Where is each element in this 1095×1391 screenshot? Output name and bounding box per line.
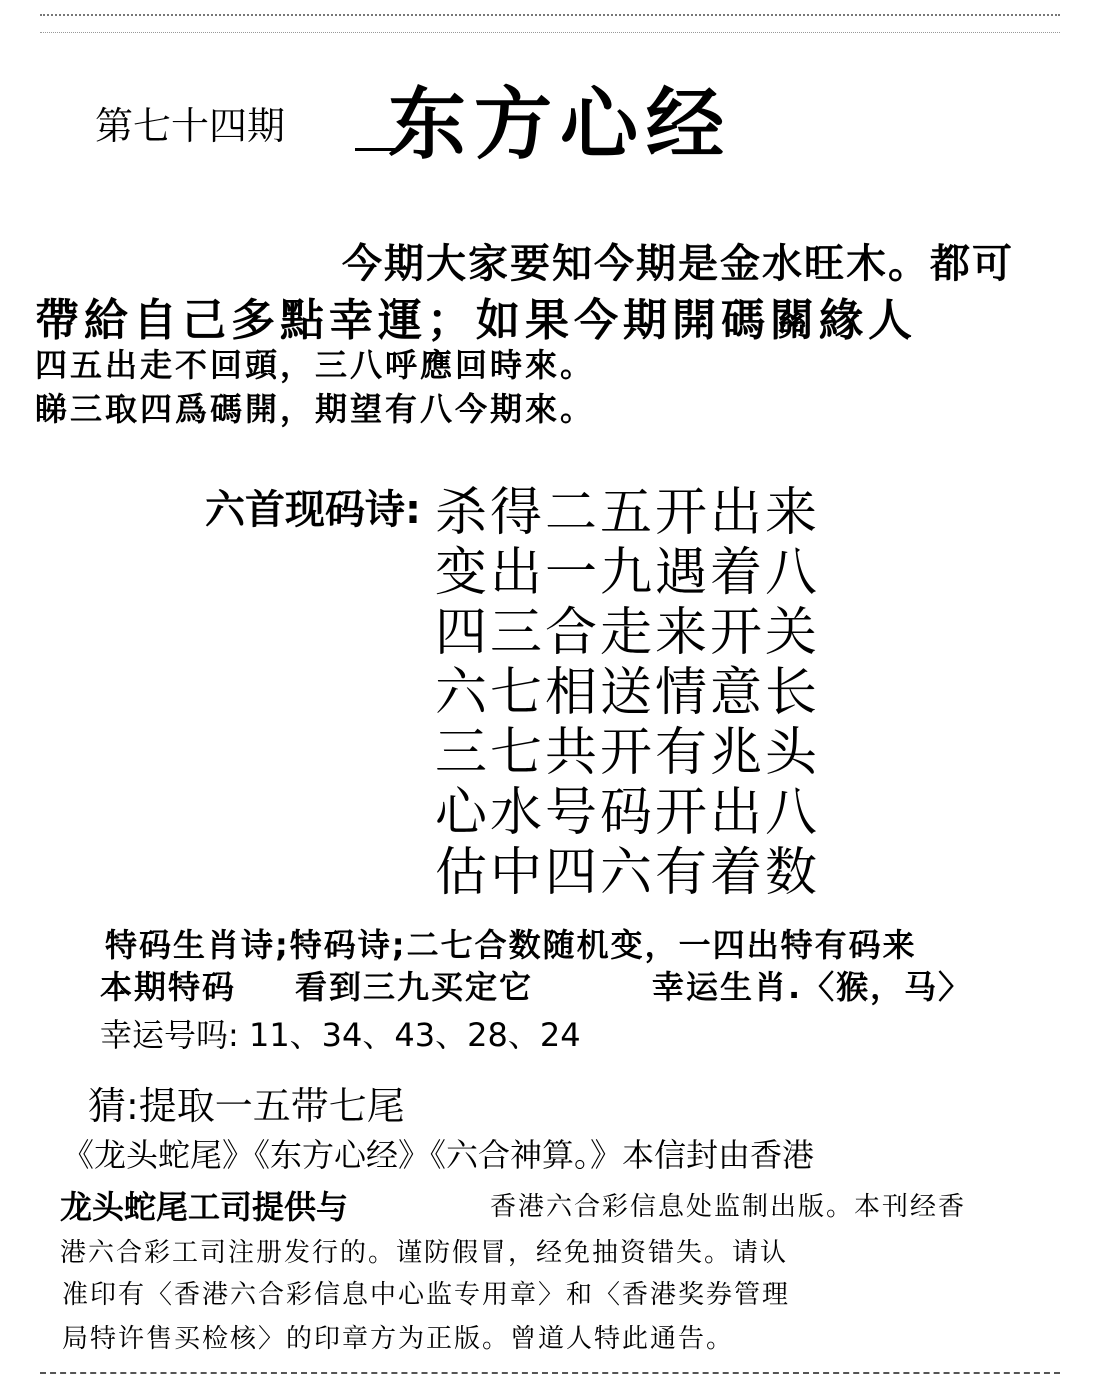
intro-line-1: 今期大家要知今期是金水旺木。都可 [342,241,1014,287]
bottom-dashed-rule [40,1372,1060,1374]
poem-line: 杀得二五开出来 [435,483,821,543]
footer-line-5: 局特许售买检核〉的印章方为正版。曾道人特此通告。 [62,1324,735,1354]
intro-line-4: 睇三取四爲碼開，期望有八今期來。 [35,390,596,428]
footer-line-3: 港六合彩工司注册发行的。谨防假冒，经免抽资错失。请认 [60,1238,789,1268]
footer-line-4: 准印有〈香港六合彩信息中心监专用章〉和〈香港奖券管理 [62,1280,791,1310]
poem-line: 变出一九遇着八 [435,543,821,603]
poem-line: 六七相送情意长 [435,663,821,723]
footer-line-2b: 香港六合彩信息处监制出版。本刊经香 [490,1192,967,1222]
poem-line: 三七共开有兆头 [435,723,821,783]
lucky-numbers: 幸运号吗: 11、34、43、28、24 [100,1016,581,1054]
footer-line-1: 《龙头蛇尾》《东方心经》《六合神算。》本信封由香港 [62,1136,815,1174]
poem-line: 四三合走来开关 [435,603,821,663]
top-dotted-rule [40,14,1060,16]
this-issue-special-label: 本期特码 [100,968,237,1006]
intro-line-3: 四五出走不回頭，三八呼應回時來。 [35,346,596,384]
this-issue-special-text: 看到三九买定它 [295,968,534,1006]
lucky-zodiac: 幸运生肖.〈猴，马〉 [652,968,973,1006]
issue-number: 第七十四期 [95,104,286,148]
footer-line-2a: 龙头蛇尾工司提供与 [60,1188,349,1226]
guess-line: 猜:提取一五带七尾 [88,1084,405,1128]
poem-line: 估中四六有着数 [435,843,821,903]
intro-line-2: 帶給自己多點幸運；如果今期開碼關緣人 [35,295,917,346]
page-title: 东方心经 [388,80,733,170]
special-code-poem: 特码生肖诗;特码诗;二七合数随机变，一四出特有码来 [105,926,917,964]
poem-label: 六首现码诗: [205,487,421,533]
top-dotted-rule-2 [40,32,1060,33]
poem-line: 心水号码开出八 [435,783,821,843]
